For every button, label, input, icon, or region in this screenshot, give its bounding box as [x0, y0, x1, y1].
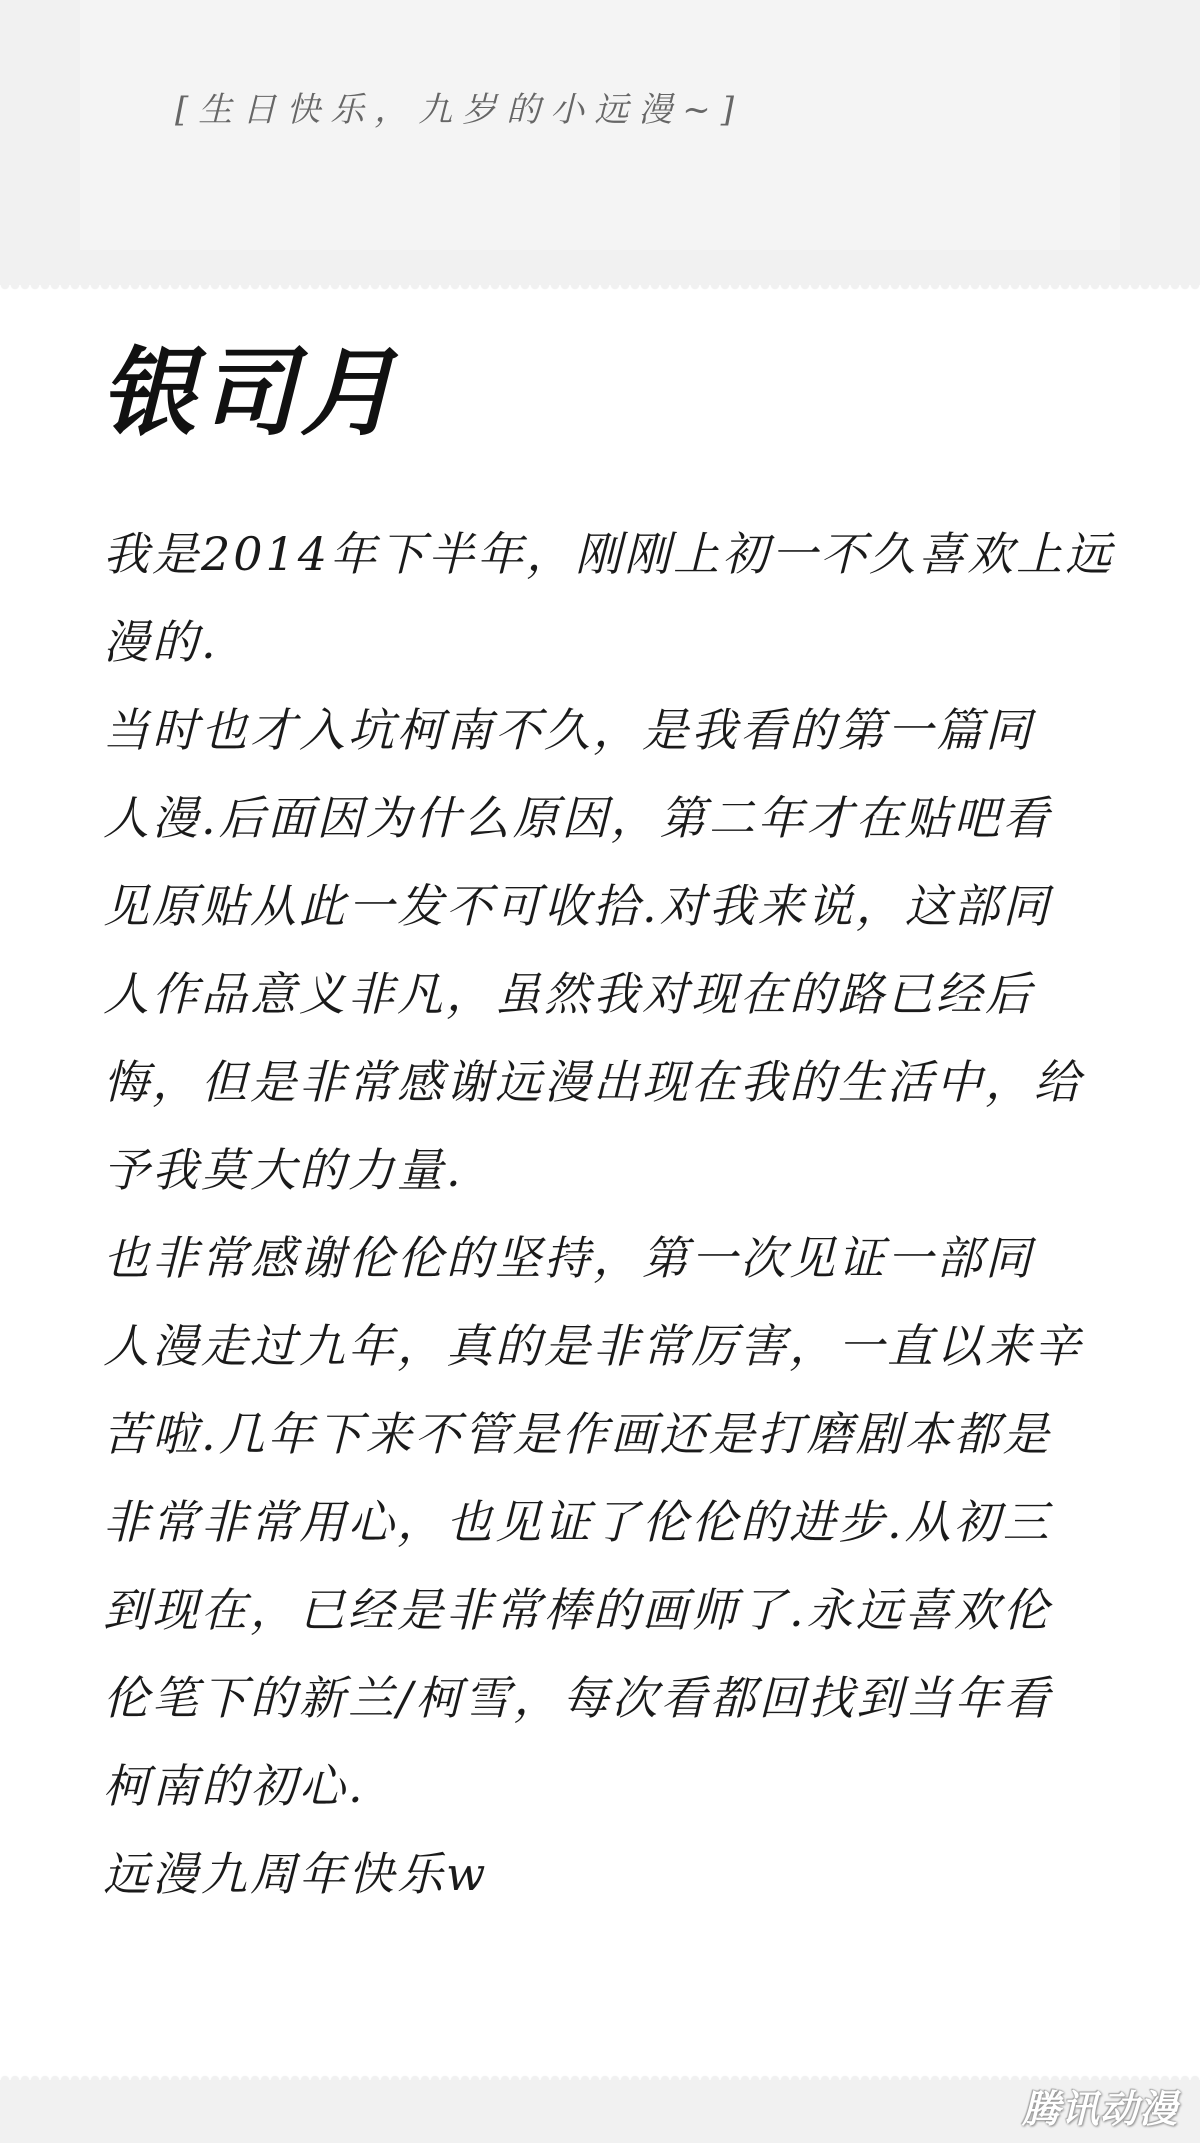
letter-card — [0, 285, 1200, 2080]
card-bottom-edge — [0, 2070, 1200, 2080]
header-band — [0, 0, 1200, 285]
letter-line: 远漫九周年快乐w — [103, 1847, 489, 1901]
card-top-edge — [0, 285, 1200, 295]
letter-line: 非常非常用心，也见证了伦伦的进步.从初三 — [103, 1495, 1052, 1549]
letter-line: 我是2014年下半年，刚刚上初一不久喜欢上远 — [103, 527, 1115, 581]
birthday-caption: [生日快乐，九岁的小远漫~] — [175, 90, 745, 130]
letter-line: 见原贴从此一发不可收拾.对我来说，这部同 — [103, 879, 1052, 933]
letter-line: 人漫.后面因为什么原因，第二年才在贴吧看 — [103, 791, 1052, 845]
letter-line: 柯南的初心. — [103, 1759, 366, 1813]
footer-band — [0, 2080, 1200, 2143]
letter-line: 人作品意义非凡，虽然我对现在的路已经后 — [103, 967, 1034, 1021]
letter-line: 人漫走过九年，真的是非常厉害，一直以来辛 — [103, 1319, 1083, 1373]
letter-line: 伦笔下的新兰/柯雪，每次看都回找到当年看 — [103, 1671, 1053, 1725]
letter-line: 漫的. — [103, 615, 219, 669]
letter-line: 予我莫大的力量. — [103, 1143, 464, 1197]
letter-line: 当时也才入坑柯南不久，是我看的第一篇同 — [103, 703, 1034, 757]
letter-line: 也非常感谢伦伦的坚持，第一次见证一部同 — [103, 1231, 1034, 1285]
letter-line: 苦啦.几年下来不管是作画还是打磨剧本都是 — [103, 1407, 1052, 1461]
tencent-comic-watermark: 腾讯动漫 — [1021, 2087, 1178, 2131]
letter-line: 悔，但是非常感谢远漫出现在我的生活中，给 — [103, 1055, 1083, 1109]
letter-line: 到现在，已经是非常棒的画师了.永远喜欢伦 — [103, 1583, 1052, 1637]
author-name: 银司月 — [100, 336, 400, 449]
letter-body — [103, 510, 1115, 1918]
